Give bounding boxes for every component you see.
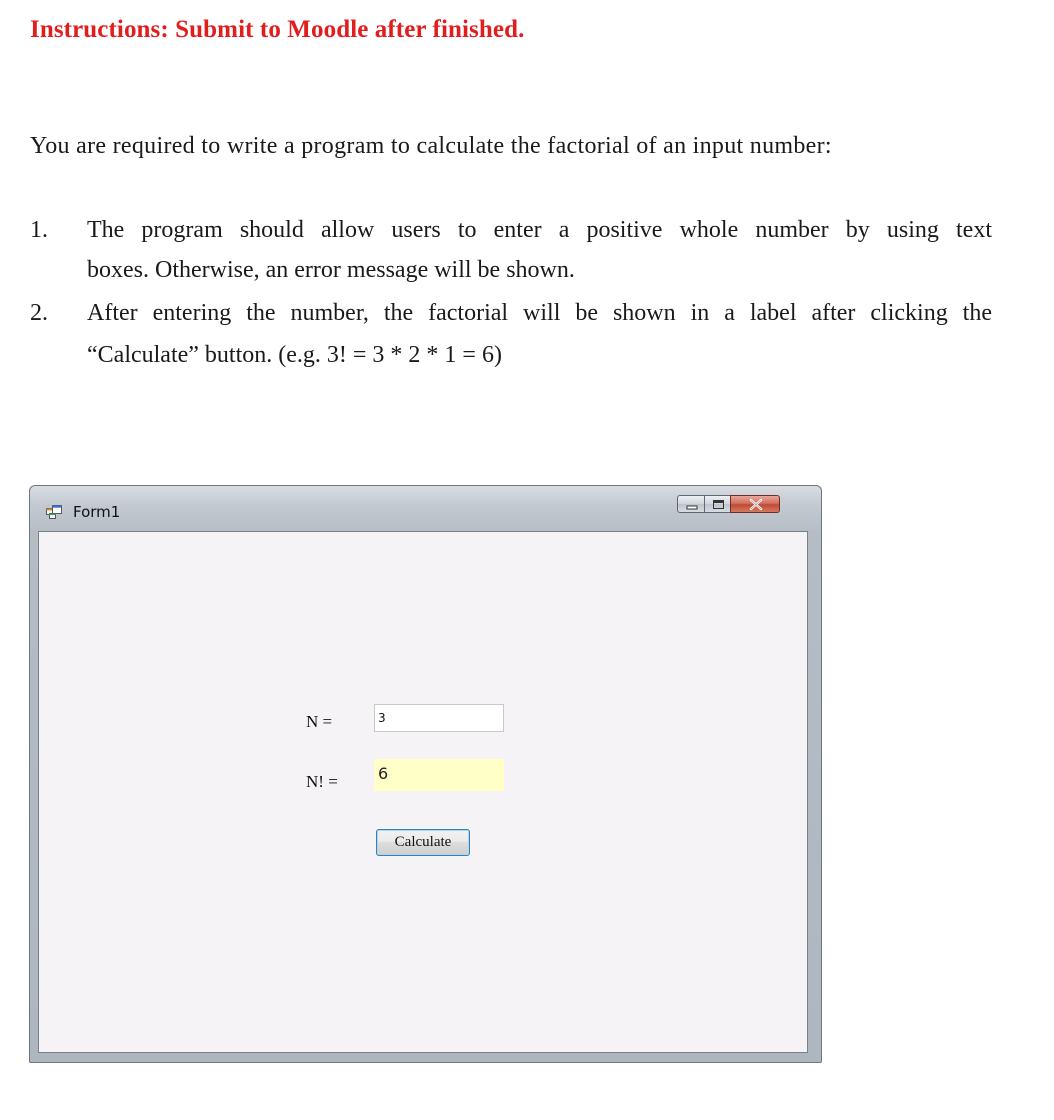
list-number: 1. (30, 217, 48, 243)
list-line: boxes. Otherwise, an error message will be shown. (87, 257, 575, 283)
calculate-button[interactable]: Calculate (376, 829, 470, 856)
title-bar[interactable] (30, 486, 821, 530)
close-button[interactable] (730, 495, 780, 513)
list-line: “Calculate” button. (e.g. 3! = 3 * 2 * 1 = 6) (87, 342, 502, 368)
n-label: N = (306, 712, 333, 731)
maximize-icon (705, 496, 732, 514)
window-title: Form1 (73, 503, 121, 521)
form-app-icon[interactable] (46, 505, 62, 519)
list-line: The program should allow users to enter a positive whole number by using text (87, 217, 992, 243)
list-number: 2. (30, 300, 48, 326)
instructions-heading: Instructions: Submit to Moodle after finished. (30, 16, 525, 43)
factorial-result: 6 (374, 759, 504, 791)
list-line: After entering the number, the factorial will be shown in a label after clicking the (87, 300, 992, 326)
minimize-icon (678, 496, 706, 514)
close-icon (731, 496, 781, 514)
maximize-button[interactable] (704, 495, 731, 513)
form-client-area (38, 531, 808, 1053)
n-input[interactable] (374, 704, 504, 732)
minimize-button[interactable] (677, 495, 705, 513)
form-window (29, 485, 822, 1063)
factorial-label: N! = (306, 772, 338, 791)
intro-paragraph: You are required to write a program to calculate the factorial of an input number: (30, 133, 832, 159)
